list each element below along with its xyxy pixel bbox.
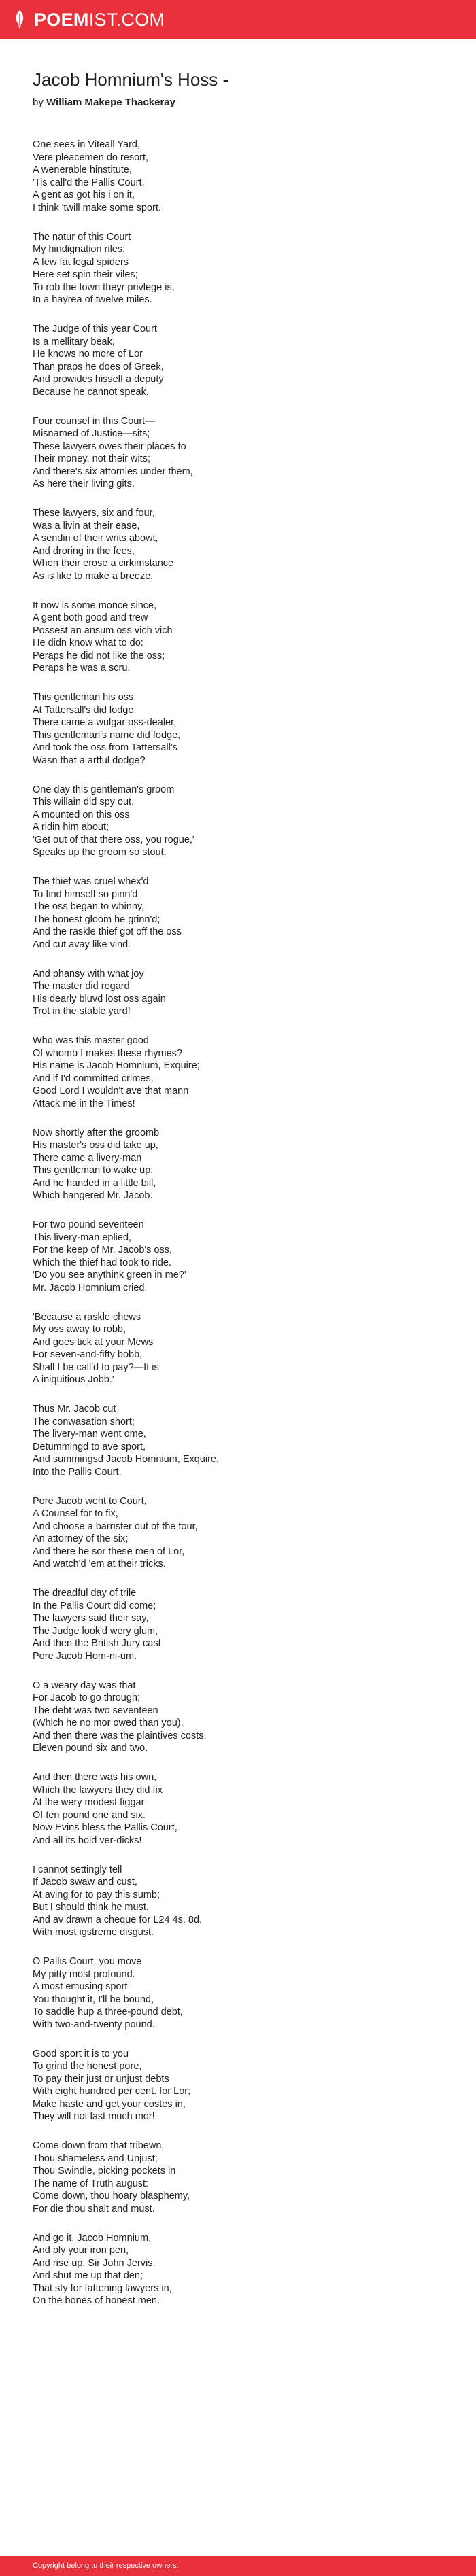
- poem-line: 'Do you see anythink green in me?': [33, 1270, 186, 1281]
- poem-line: In a hayrea of twelve miles.: [33, 294, 152, 305]
- poem-line: To rob the town theyr privlege is,: [33, 281, 175, 293]
- poem-line: And av drawn a cheque for L24 4s. 8d.: [33, 1914, 203, 1926]
- poem-line: And choose a barrister out of the four,: [33, 1520, 198, 1532]
- poem-line: The livery-man went ome,: [33, 1429, 146, 1440]
- quill-pen-icon: [12, 10, 27, 30]
- poem-line: Because he cannot speak.: [33, 386, 149, 398]
- poem-stanza: [33, 1864, 443, 1939]
- poem-line: For seven-and-fifty bobb,: [33, 1349, 143, 1360]
- poem-line: And then there was the plaintives costs,: [33, 1730, 207, 1741]
- poem-line: A iniquitious Jobb.': [33, 1374, 114, 1385]
- poem-line: The debt was two seventeen: [33, 1705, 158, 1716]
- poem-line: One day this gentleman's groom: [33, 784, 175, 795]
- poem-line: Which the lawyers they did fix: [33, 1784, 163, 1796]
- poem-line: The thief was cruel whex'd: [33, 876, 149, 887]
- poem-line: Thou shameless and Unjust;: [33, 2153, 158, 2164]
- poem-line: At the wery modest figgar: [33, 1797, 145, 1808]
- brand-part-poem: POEM: [34, 9, 89, 30]
- poem-line: There came a livery-man: [33, 1152, 142, 1164]
- poem-line: Detummingd to ave sport,: [33, 1441, 146, 1452]
- poem-content: [33, 68, 443, 2324]
- poem-line: And all its bold ver-dicks!: [33, 1834, 142, 1846]
- poem-stanza: [33, 875, 443, 951]
- poem-line: And cut avay like vind.: [33, 939, 131, 950]
- poem-line: A ridin him about;: [33, 822, 109, 833]
- poem-line: A most emusing sport: [33, 1981, 128, 1992]
- poem-line: My oss away to robb,: [33, 1324, 126, 1335]
- poem-line: Good sport it is to you: [33, 2048, 129, 2059]
- poem-stanza: [33, 1127, 443, 1202]
- poem-line: For Jacob to go through;: [33, 1692, 140, 1703]
- poem-stanza: [33, 139, 443, 214]
- poem-line: Now shortly after the groomb: [33, 1127, 160, 1138]
- poem-line: The name of Truth august:: [33, 2178, 149, 2189]
- poem-line: A wenerable hinstitute,: [33, 164, 132, 175]
- poem-line: A sendin of their writs abowt,: [33, 533, 158, 544]
- poem-line: 'Tis call'd the Pallis Court.: [33, 177, 145, 188]
- poem-line: On the bones of honest men.: [33, 2295, 160, 2306]
- poem-line: Come down, thou hoary blasphemy,: [33, 2191, 190, 2201]
- site-logo-link[interactable]: [12, 10, 165, 31]
- poem-line: And prowides hisself a deputy: [33, 374, 164, 385]
- poem-stanza: [33, 1587, 443, 1663]
- poem-line: You thought it, I'll be bound,: [33, 1994, 154, 2005]
- copyright-notice: Copyright belong to their respective owners.: [33, 2562, 179, 2570]
- poem-line: Mr. Jacob Homnium cried.: [33, 1282, 148, 1293]
- poem-line: He knows no more of Lor: [33, 349, 143, 360]
- poem-line: My pitty most profound.: [33, 1968, 135, 1980]
- poem-line: This gentleman to wake up;: [33, 1165, 154, 1176]
- poem-stanza: [33, 691, 443, 767]
- poem-line: Into the Pallis Court.: [33, 1466, 122, 1478]
- poem-line: Thou Swindle, picking pockets in: [33, 2165, 176, 2176]
- poem-line: His dearly bluvd lost oss again: [33, 993, 166, 1005]
- poem-stanza: [33, 507, 443, 582]
- poem-line: Here set spin their viles;: [33, 269, 138, 280]
- poem-line: To saddle hup a three-pound debt,: [33, 2006, 183, 2017]
- poem-line: For die thou shalt and must.: [33, 2203, 155, 2214]
- poem-line: 'Get out of that there oss, you rogue,': [33, 834, 194, 846]
- author-link[interactable]: William Makepe Thackeray: [46, 97, 175, 108]
- poem-line: Who was this master good: [33, 1035, 149, 1046]
- poem-line: One sees in Viteall Yard,: [33, 139, 140, 150]
- poem-line: And droring in the fees,: [33, 545, 135, 557]
- poem-line: And shut me up that den;: [33, 2270, 143, 2281]
- poem-title: Jacob Homnium's Hoss -: [33, 69, 229, 90]
- poem-stanza: [33, 323, 443, 398]
- byline-prefix: by: [33, 97, 44, 108]
- poem-line: I cannot settingly tell: [33, 1864, 122, 1875]
- poem-line: Trot in the stable yard!: [33, 1006, 131, 1017]
- poem-line: And goes tick at your Mews: [33, 1336, 154, 1348]
- poem-line: Was a livin at their ease,: [33, 520, 140, 532]
- poem-line: And phansy with what joy: [33, 968, 144, 979]
- poem-line: Pore Jacob went to Court,: [33, 1495, 147, 1507]
- poem-line: And if I'd committed crimes,: [33, 1073, 154, 1084]
- poem-stanza: [33, 1495, 443, 1571]
- poem-line: A Counsel for to fix,: [33, 1508, 118, 1519]
- poem-stanza: [33, 968, 443, 1018]
- poem-line: Four counsel in this Court—: [33, 415, 155, 427]
- poem-line: Misnamed of Justice—sits;: [33, 428, 150, 439]
- poem-stanza: [33, 1311, 443, 1387]
- poem-byline: [33, 95, 443, 110]
- poem-line: For the keep of Mr. Jacob's oss,: [33, 1245, 173, 1255]
- poem-line: When their erose a cirkimstance: [33, 558, 174, 569]
- poem-line: And then the British Jury cast: [33, 1638, 161, 1649]
- poem-line: The lawyers said their say,: [33, 1613, 149, 1624]
- poem-line: If Jacob swaw and cust,: [33, 1877, 137, 1887]
- poem-line: As is like to make a breeze.: [33, 570, 154, 582]
- poem-line: And there he sor these men of Lor,: [33, 1546, 185, 1557]
- poem-line: And rise up, Sir John Jervis,: [33, 2257, 156, 2269]
- poem-line: Speaks up the groom so stout.: [33, 847, 167, 858]
- poem-line: And summingsd Jacob Homnium, Exquire,: [33, 1454, 220, 1465]
- poem-stanza: [33, 1034, 443, 1110]
- poem-body: [33, 139, 443, 2308]
- poem-line: For two pound seventeen: [33, 1219, 144, 1230]
- poem-line: I think 'twill make some sport.: [33, 202, 161, 213]
- poem-line: (Which he no mor owed than you),: [33, 1718, 184, 1728]
- poem-line: These lawyers, six and four,: [33, 508, 155, 519]
- poem-line: This gentleman his oss: [33, 692, 134, 703]
- poem-line: There came a wulgar oss-dealer,: [33, 717, 177, 728]
- poem-line: Pore Jacob Hom-ni-um.: [33, 1650, 137, 1662]
- poem-line: Shall I be call'd to pay?—It is: [33, 1361, 159, 1373]
- poem-line: Attack me in the Times!: [33, 1098, 135, 1109]
- poem-line: The conwasation short;: [33, 1416, 135, 1427]
- poem-stanza: [33, 1679, 443, 1755]
- poem-stanza: [33, 784, 443, 859]
- poem-line: At Tattersall's did lodge;: [33, 704, 137, 716]
- poem-line: At aving for to pay this sumb;: [33, 1889, 160, 1900]
- poem-line: As here their living gits.: [33, 478, 135, 489]
- poem-line: Which hangered Mr. Jacob.: [33, 1190, 153, 1201]
- poem-line: This gentleman's name did fodge,: [33, 729, 181, 741]
- poem-line: He didn know what to do:: [33, 638, 143, 648]
- poem-line: And there's six attornies under them,: [33, 466, 193, 477]
- poem-line: And took the oss from Tattersall's: [33, 742, 177, 753]
- poem-line: Peraps he was a scru.: [33, 663, 131, 674]
- poem-line: And he handed in a little bill,: [33, 1177, 156, 1189]
- poem-stanza: [33, 231, 443, 307]
- poem-line: A few fat legal spiders: [33, 256, 129, 268]
- poem-line: That sty for fattening lawyers in,: [33, 2282, 172, 2294]
- poem-stanza: [33, 2048, 443, 2123]
- poem-line: They will not last much mor!: [33, 2111, 155, 2122]
- poem-line: Eleven pound six and two.: [33, 1743, 148, 1754]
- poem-stanza: [33, 2232, 443, 2308]
- poem-line: 'Because a raskle chews: [33, 1311, 141, 1323]
- poem-line: But I should think he must,: [33, 1902, 149, 1913]
- poem-line: Is a mellitary beak,: [33, 336, 115, 347]
- poem-line: O Pallis Court, you move: [33, 1956, 142, 1967]
- poem-line: Thus Mr. Jacob cut: [33, 1404, 116, 1414]
- poem-line: His master's oss did take up,: [33, 1140, 158, 1151]
- poem-line: With two-and-twenty pound.: [33, 2019, 155, 2030]
- poem-line: A mounted on this oss: [33, 809, 130, 820]
- poem-line: Peraps he did not like the oss;: [33, 650, 165, 661]
- poem-line: Which the thief had took to ride.: [33, 1257, 171, 1268]
- poem-line: Possest an ansum oss vich vich: [33, 625, 173, 636]
- poem-line: This livery-man eplied,: [33, 1232, 132, 1243]
- poem-line: The dreadful day of trile: [33, 1588, 137, 1599]
- poem-line: My hindignation riles:: [33, 244, 126, 255]
- poem-line: His name is Jacob Homnium, Exquire;: [33, 1060, 200, 1071]
- poem-line: And then there was his own,: [33, 1772, 157, 1783]
- poem-line: A gent as got his i on it,: [33, 190, 135, 201]
- poem-line: To pay their just or unjust debts: [33, 2073, 169, 2085]
- poem-line: The natur of this Court: [33, 231, 131, 243]
- poem-stanza: [33, 1955, 443, 2031]
- poem-line: The oss began to whinny,: [33, 901, 145, 912]
- poem-stanza: [33, 415, 443, 491]
- poem-line: This willain did spy out,: [33, 797, 135, 807]
- poem-line: Come down from that tribewn,: [33, 2140, 165, 2151]
- brand-part-ist-com: IST.COM: [88, 9, 165, 30]
- poem-line: And go it, Jacob Homnium,: [33, 2232, 152, 2244]
- poem-line: The Judge of this year Court: [33, 324, 157, 334]
- poem-line: Of ten pound one and six.: [33, 1809, 146, 1821]
- poem-line: A gent both good and trew: [33, 612, 148, 623]
- poem-stanza: [33, 1219, 443, 1294]
- poem-line: These lawyers owes their places to: [33, 440, 186, 452]
- poem-stanza: [33, 1771, 443, 1847]
- poem-line: The honest gloom he grinn'd;: [33, 913, 160, 925]
- poem-stanza: [33, 1403, 443, 1478]
- poem-line: To grind the honest pore,: [33, 2061, 142, 2072]
- poem-line: O a weary day was that: [33, 1679, 136, 1691]
- site-footer: [0, 2556, 476, 2576]
- poem-line: In the Pallis Court did come;: [33, 1600, 156, 1612]
- poem-stanza: [33, 2140, 443, 2215]
- poem-line: To find himself so pinn'd;: [33, 888, 141, 900]
- poem-line: And the raskle thief got off the oss: [33, 926, 182, 937]
- poem-line: Make haste and get your costes in,: [33, 2098, 186, 2110]
- poem-line: With most igstreme disgust.: [33, 1927, 154, 1938]
- site-brand-name: [34, 10, 165, 31]
- poem-line: An attorney of the six;: [33, 1533, 129, 1544]
- poem-line: With eight hundred per cent. for Lor;: [33, 2086, 191, 2097]
- poem-line: The Judge look'd wery glum,: [33, 1625, 158, 1637]
- poem-line: Vere pleacemen do resort,: [33, 152, 149, 163]
- poem-stanza: [33, 599, 443, 675]
- site-header: [0, 0, 476, 39]
- poem-line: It now is some monce since,: [33, 599, 157, 611]
- poem-line: And watch'd 'em at their tricks.: [33, 1559, 166, 1569]
- poem-line: Now Evins bless the Pallis Court,: [33, 1822, 177, 1833]
- poem-line: Good Lord I wouldn't ave that mann: [33, 1085, 189, 1096]
- poem-line: The master did regard: [33, 981, 130, 992]
- poem-line: Of whomb I makes these rhymes?: [33, 1047, 182, 1059]
- poem-line: Wasn that a artful dodge?: [33, 754, 146, 766]
- poem-line: Their money, not their wits;: [33, 453, 150, 464]
- poem-line: Than praps he does of Greek,: [33, 361, 164, 372]
- poem-line: And ply your iron pen,: [33, 2245, 129, 2256]
